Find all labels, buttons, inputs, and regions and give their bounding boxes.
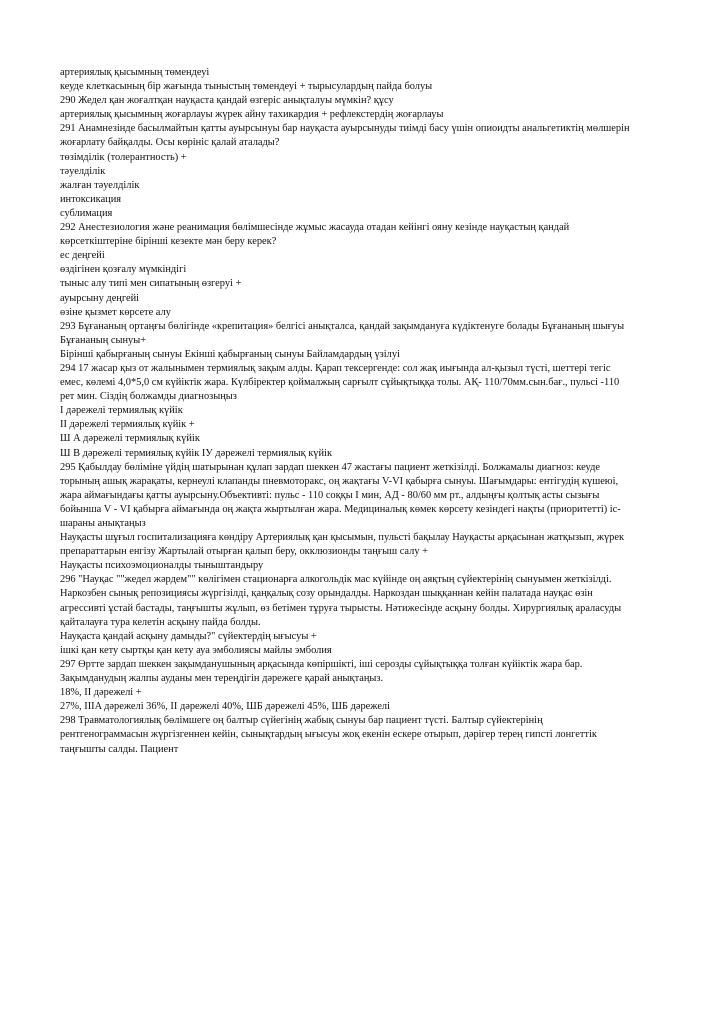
answer-option: жалған тәуелділік (60, 179, 140, 191)
answer-option: сублимация (60, 207, 113, 219)
text-line: артериялық қысымның жоғарлауы жүрек айну тахикардия + рефлекстердің жоғарлауы (60, 109, 444, 121)
text-line: кеуде клеткасының бір жағында тыныстың төмендеуі + тырысулардың пайда болуы (60, 81, 433, 93)
text-line: қайталауға тура келетін асқыну пайда болды. (60, 616, 261, 628)
answer-option: Бірінші қабырғаның сынуы Екінші қабырғаның сынуы Байламдардың үзілуі (60, 348, 400, 360)
question-294: 294 17 жасар қыз от жалынымен термиялық зақым алды. Қарап тексергенде: сол жақ иығында ал-қызыл түсті, шеттері тегіс (60, 362, 611, 374)
answer-option: Ш А дәрежелі термиялық күйік (60, 433, 200, 445)
answer-option: Науқасты психоэмоционалды тыныштандыру (60, 560, 264, 572)
answer-option: тыныс алу типі мен сипатының өзгеруі + (60, 278, 242, 290)
answer-option: II дәрежелі термиялық күйік + (60, 419, 195, 431)
answer-option: 27%, IIIA дәрежелі 36%, II дәрежелі 40%, ШБ дәрежелі 45%, ШБ дәрежелі (60, 701, 391, 713)
text-line: рентгенограммасын жүргізгеннен кейін, сынықтардың ығысуы жоқ екенін ескере отырып, дәрігер терең гипсті лонгеттік (60, 729, 597, 741)
answer-option: Бұғананың сынуы+ (60, 334, 147, 346)
text-line: торының ашық жарақаты, кернеулі клапанды пневмоторакс, оң жақтағы V-VI қабырға сынуы. Шағымдары: ентігудің күшеюі, (60, 475, 619, 487)
text-line: көрсеткіштеріне бірінші кезекте мән беру керек? (60, 236, 277, 248)
answer-option: Науқаста қандай асқыну дамыды?" сүйектердің ығысуы + (60, 630, 317, 642)
answer-option: ауырсыну деңгейі (60, 292, 140, 304)
answer-option: препараттарын енгізу Жартылай отырған қалып беру, окклюзионды таңғыш салу + (60, 546, 428, 558)
text-line: агрессивті ұстай бастады, таңғышты жұлып, өз бетімен тұруға тырысты. Нәтижесінде асқыну болды. Хирургиялық араласуды (60, 602, 622, 614)
answer-option: 18%, II дәрежелі + (60, 687, 142, 699)
question-292: 292 Анестезиология және реанимация бөлімшесінде жұмыс жасауда отадан кейінгі ояну кезінде науқастың қандай (60, 222, 570, 234)
text-line: артериялық қысымның төмендеуі (60, 67, 210, 78)
answer-option: ішкі қан кету сыртқы қан кету ауа эмболиясы майлы эмболия (60, 644, 332, 656)
question-298: 298 Травматологиялық бөлімшеге оң балтыр сүйегінің жабық сынуы бар пациент түсті. Балтыр сүйектерінің (60, 715, 543, 727)
answer-option: ес деңгейі (60, 250, 105, 262)
question-295: 295 Қабылдау бөліміне үйдің шатырынан құлап зардап шеккен 47 жастағы пациент жеткізілді. Болжамалы диагноз: кеуде (60, 461, 600, 473)
question-290: 290 Жедел қан жоғалтқан науқаста қандай өзгеріс анықталуы мүмкін? құсу (60, 95, 394, 107)
question-293: 293 Бұғананың ортаңғы бөлігінде «крепитация» белгісі анықталса, қандай зақымдануға күдіктенуге болады Бұғананың шығуы (60, 320, 625, 332)
question-297: 297 Өртте зардап шеккен зақымданушының арқасында көпіршікті, іші серозды сұйықтыққа толған күйіктік жара бар. (60, 658, 583, 670)
answer-option: өзіне қызмет көрсете алу (60, 306, 171, 318)
text-line: емес, көлемі 4,0*5,0 см күйіктік жара. Күлбіректер қоймалжың сарғылт сұйықтыққа толы. АҚ- 110/70мм.сын.бағ., пульсі -110 (60, 377, 620, 389)
question-296: 296 "Науқас ""жедел жәрдем"" көлігімен стационарға алкогольдік мас күйінде оң аяқтың сүйектерінің сынуымен жеткізілді. (60, 574, 612, 586)
text-line: бойынша V - VI қабырға аймағында оң жақта жыртылған жара. Медициналық көмек көрсету кезіндегі нақты (приоритетті) іс- (60, 503, 621, 515)
answer-option: интоксикация (60, 193, 122, 205)
question-291: 291 Анамнезінде басылмайтын қатты ауырсынуы бар науқаста ауырсынуды тиімді басу үшін опиоидты анальгетиктің мөлшерін (60, 123, 630, 135)
text-line: Зақымданудың жалпы ауданы мен тереңдігін дәрежеге қарай анықтаңыз. (60, 673, 384, 685)
answer-option: Ш В дәрежелі термиялық күйік IУ дәрежелі термиялық күйік (60, 447, 332, 459)
text-line: рет мин. Сіздің болжамды диагнозыңыз (60, 391, 237, 403)
text-line: жоғарлату байқалды. Осы көрініс қалай аталады? (60, 137, 280, 149)
text-line: жара аймағындағы қатты ауырсыну.Объективті: пульс - 110 соққы I мин, АД - 80/60 мм рт., алдыңғы қолтық асты сызығы (60, 489, 600, 501)
text-line: таңғышты салды. Пациент (60, 743, 179, 755)
text-line: Наркозбен сынық репозициясы жүргізілді, қаңқалық созу орындалды. Наркоздан шыққаннан кейін палатада науқас өзін (60, 588, 593, 600)
answer-option: төзімділік (толерантность) + (60, 151, 187, 163)
answer-option: Науқасты шұғыл госпитализацияға көндіру Артериялық қан қысымын, пульсті бақылау Науқасты арқасынан жатқызып, жүрек (60, 532, 625, 544)
answer-option: өздігінен қозғалу мүмкіндігі (60, 264, 187, 276)
answer-option: I дәрежелі термиялық күйік (60, 405, 183, 417)
answer-option: тәуелділік (60, 165, 106, 177)
document-body (60, 66, 670, 757)
text-line: шараны анықтаңыз (60, 518, 146, 529)
